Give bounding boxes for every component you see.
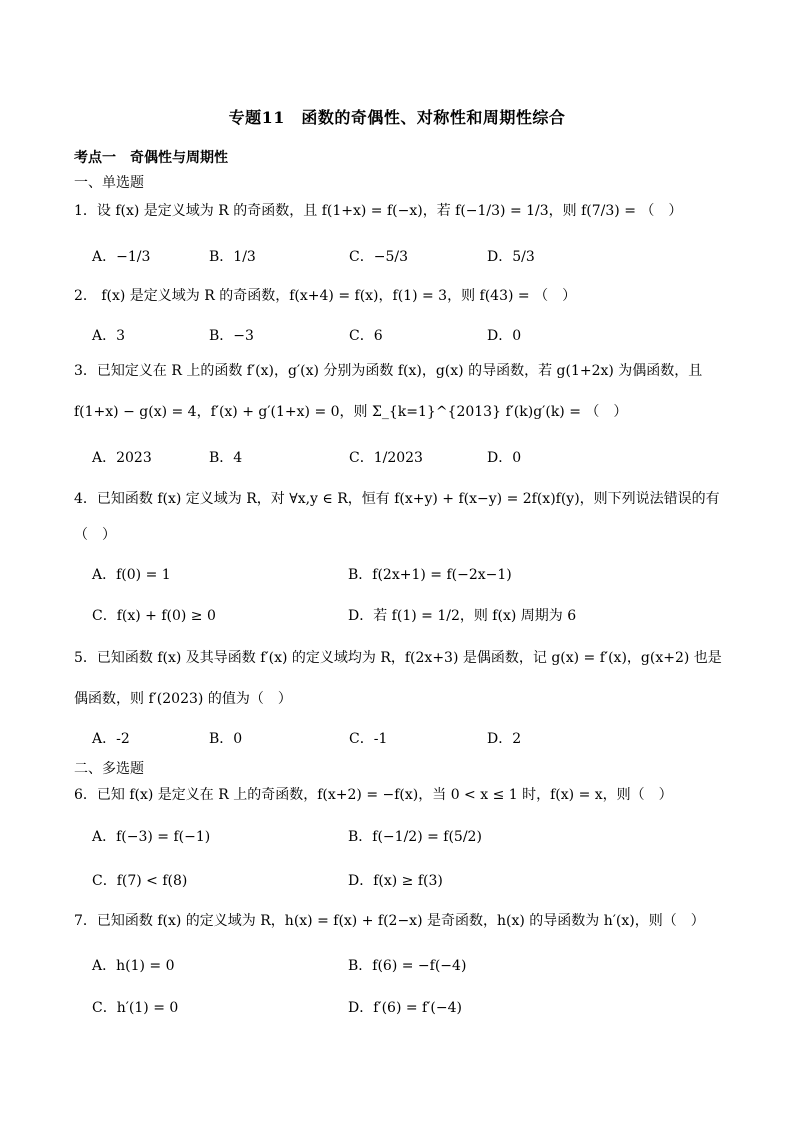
question-6-stem: 6．已知 f(x) 是定义在 R 上的奇函数，f(x+2) = −f(x)，当 0 < x ≤ 1 时，f(x) = x，则（ ） <box>74 787 673 803</box>
q4-option-a[interactable]: A．f(0) = 1 <box>92 567 171 583</box>
question-5-stem-line2: 偶函数，则 f′(2023) 的值为（ ） <box>74 691 292 707</box>
question-7-stem: 7．已知函数 f(x) 的定义域为 R，h(x) = f(x) + f(2−x) 是奇函数，h(x) 的导函数为 h′(x)，则（ ） <box>74 913 705 929</box>
page-title: 专题11 函数的奇偶性、对称性和周期性综合 <box>228 108 566 127</box>
q6-option-d[interactable]: D．f(x) ≥ f(3) <box>348 873 443 889</box>
q7-option-d[interactable]: D．f′(6) = f′(−4) <box>348 1000 462 1016</box>
q4-option-b[interactable]: B．f(2x+1) = f(−2x−1) <box>348 567 512 583</box>
question-4-options-row1 <box>92 564 734 590</box>
question-6-options-row1 <box>92 826 734 852</box>
q5-option-c[interactable]: C．-1 <box>349 731 388 747</box>
q5-option-b[interactable]: B．0 <box>209 731 243 747</box>
q3-option-a[interactable]: A．2023 <box>92 450 152 466</box>
question-4-stem-line2: （ ） <box>74 527 116 543</box>
question-2-stem: 2． f(x) 是定义域为 R 的奇函数，f(x+4) = f(x)，f(1) = 3，则 f(43) = （ ） <box>74 288 577 304</box>
question-2-options <box>92 325 734 351</box>
question-1-stem: 1．设 f(x) 是定义域为 R 的奇函数，且 f(1+x) = f(−x)，若 f(−1/3) = 1/3，则 f(7/3) = （ ） <box>74 203 683 219</box>
q6-option-b[interactable]: B．f(−1/2) = f(5/2) <box>348 829 482 845</box>
question-3-stem-line2: f(1+x) − g(x) = 4，f′(x) + g′(1+x) = 0，则 Σ_{k=1}^{2013} f′(k)g′(k) = （ ） <box>74 404 628 420</box>
q1-option-c[interactable]: C．−5/3 <box>349 249 408 265</box>
question-5-stem-line1: 5．已知函数 f(x) 及其导函数 f′(x) 的定义域均为 R，f(2x+3) 是偶函数，记 g(x) = f′(x)，g(x+2) 也是 <box>74 650 722 666</box>
question-4-stem-line1: 4．已知函数 f(x) 定义域为 R，对 ∀x,y ∈ R，恒有 f(x+y) + f(x−y) = 2f(x)f(y)，则下列说法错误的有 <box>74 491 720 507</box>
question-6-options-row2 <box>92 870 734 896</box>
question-5-options <box>92 728 734 754</box>
question-1-options <box>92 246 734 272</box>
q6-option-a[interactable]: A．f(−3) = f(−1) <box>92 829 211 845</box>
q2-option-a[interactable]: A．3 <box>92 328 126 344</box>
q4-option-c[interactable]: C．f(x) + f(0) ≥ 0 <box>92 608 216 624</box>
q2-option-b[interactable]: B．−3 <box>209 328 254 344</box>
q3-option-d[interactable]: D．0 <box>487 450 522 466</box>
question-4-options-row2 <box>92 605 734 631</box>
q3-option-c[interactable]: C．1/2023 <box>349 450 423 466</box>
question-3-stem-line1: 3．已知定义在 R 上的函数 f′(x)，g′(x) 分别为函数 f(x)，g(x) 的导函数，若 g(1+2x) 为偶函数，且 <box>74 363 703 379</box>
q1-option-b[interactable]: B．1/3 <box>209 249 256 265</box>
subsection-multi-choice: 二、多选题 <box>74 761 144 777</box>
q1-option-d[interactable]: D．5/3 <box>487 249 535 265</box>
q4-option-d[interactable]: D．若 f(1) = 1/2，则 f(x) 周期为 6 <box>348 608 577 624</box>
q7-option-b[interactable]: B．f(6) = −f(−4) <box>348 958 467 974</box>
q1-option-a[interactable]: A．−1/3 <box>92 249 151 265</box>
subsection-single-choice: 一、单选题 <box>74 175 144 191</box>
section-heading: 考点一 奇偶性与周期性 <box>74 150 228 166</box>
question-7-options-row1 <box>92 955 734 981</box>
q7-option-c[interactable]: C．h′(1) = 0 <box>92 1000 179 1016</box>
q2-option-d[interactable]: D．0 <box>487 328 522 344</box>
q2-option-c[interactable]: C．6 <box>349 328 383 344</box>
q5-option-a[interactable]: A．-2 <box>92 731 130 747</box>
q3-option-b[interactable]: B．4 <box>209 450 243 466</box>
q6-option-c[interactable]: C．f(7) < f(8) <box>92 873 188 889</box>
question-3-options <box>92 447 734 473</box>
q7-option-a[interactable]: A．h(1) = 0 <box>92 958 175 974</box>
q5-option-d[interactable]: D．2 <box>487 731 522 747</box>
question-7-options-row2 <box>92 997 734 1023</box>
